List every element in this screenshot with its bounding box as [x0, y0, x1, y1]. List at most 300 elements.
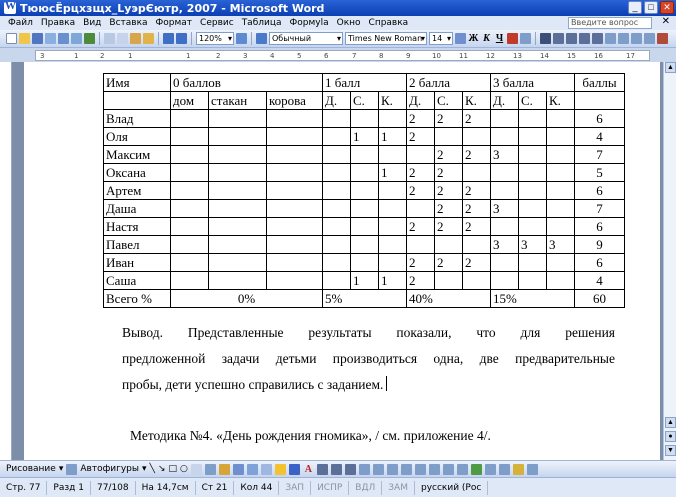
textbox-icon[interactable]: [191, 464, 202, 475]
status-position: На 14,7см: [136, 481, 196, 495]
score-cell: [463, 164, 491, 182]
score-cell: 2: [463, 182, 491, 200]
score-cell: [171, 218, 209, 236]
close-button[interactable]: ✕: [660, 1, 674, 14]
total-cell: 4: [575, 128, 625, 146]
score-cell: [171, 236, 209, 254]
total-cell: 6: [575, 254, 625, 272]
frame-icon[interactable]: [499, 464, 510, 475]
toolbar-separator: [99, 32, 100, 45]
score-cell: [323, 164, 351, 182]
numbering-icon[interactable]: [605, 33, 616, 44]
fill-color-icon[interactable]: [275, 464, 286, 475]
italic-button[interactable]: К: [483, 33, 490, 44]
student-name-cell: Настя: [104, 218, 171, 236]
score-cell: [351, 146, 379, 164]
ruler-tick: 8: [379, 52, 384, 60]
score-cell: [407, 200, 435, 218]
score-cell: [351, 218, 379, 236]
score-cell: [323, 272, 351, 290]
student-name-cell: Артем: [104, 182, 171, 200]
total-cell: 7: [575, 200, 625, 218]
score-cell: [547, 164, 575, 182]
score-cell: [171, 128, 209, 146]
score-cell: [379, 146, 407, 164]
score-cell: [323, 218, 351, 236]
highlight-icon[interactable]: [520, 33, 531, 44]
table-row: [104, 146, 625, 164]
score-cell: [547, 182, 575, 200]
footer-percent-1: 5%: [323, 290, 407, 308]
ruler-tick: 1: [128, 52, 133, 60]
score-cell: 2: [435, 110, 463, 128]
status-ovr[interactable]: ЗАМ: [382, 481, 415, 495]
select-browse-object-icon[interactable]: ●: [665, 431, 676, 442]
paragraph-line-last: [122, 372, 615, 398]
subheader-cell: стакан: [209, 92, 267, 110]
student-name-cell: Павел: [104, 236, 171, 254]
header-cell: баллы: [575, 74, 625, 92]
table-row: [104, 182, 625, 200]
score-cell: [491, 128, 519, 146]
score-cell: [547, 254, 575, 272]
score-cell: [323, 110, 351, 128]
line-spacing-icon[interactable]: [592, 33, 603, 44]
footer-label: Всего %: [104, 290, 171, 308]
table-row: [104, 218, 625, 236]
subheader-cell: С.: [519, 92, 547, 110]
line-color-icon[interactable]: [289, 464, 300, 475]
help-icon[interactable]: [236, 33, 247, 44]
score-cell: [519, 128, 547, 146]
table-row: [104, 164, 625, 182]
score-cell: 3: [491, 236, 519, 254]
score-cell: [209, 146, 267, 164]
bold-button[interactable]: Ж: [468, 33, 479, 44]
shadow-icon[interactable]: [359, 464, 370, 475]
align-center-icon[interactable]: [566, 33, 577, 44]
table-cell: [104, 92, 171, 110]
nudge-icon[interactable]: [457, 464, 468, 475]
score-cell: [323, 146, 351, 164]
score-cell: 2: [435, 182, 463, 200]
word-app-icon[interactable]: [4, 2, 16, 14]
scroll-up-icon[interactable]: ▲: [665, 62, 676, 73]
ruler-tick: 2: [100, 52, 105, 60]
spelling-icon[interactable]: [84, 33, 95, 44]
font-color-icon[interactable]: [507, 33, 518, 44]
paste-icon[interactable]: [130, 33, 141, 44]
ruler-tick: 5: [297, 52, 302, 60]
student-name-cell: Влад: [104, 110, 171, 128]
vertical-ruler[interactable]: [0, 62, 12, 460]
score-cell: [267, 200, 323, 218]
score-cell: [351, 236, 379, 254]
grow-font-icon[interactable]: [455, 33, 466, 44]
undo-icon[interactable]: [163, 33, 174, 44]
score-cell: [519, 182, 547, 200]
score-cell: [267, 272, 323, 290]
score-cell: [435, 236, 463, 254]
ruler-tick: 2: [216, 52, 221, 60]
score-cell: [519, 200, 547, 218]
score-cell: [351, 200, 379, 218]
score-cell: [171, 164, 209, 182]
table-row: [104, 254, 625, 272]
maximize-button[interactable]: □: [644, 1, 658, 14]
toolbar-separator: [191, 32, 192, 45]
score-cell: [491, 110, 519, 128]
bullets-icon[interactable]: [618, 33, 629, 44]
score-cell: 2: [407, 128, 435, 146]
score-cell: [209, 164, 267, 182]
score-cell: [209, 200, 267, 218]
chevron-down-icon[interactable]: ▾: [142, 464, 147, 474]
table-cell: [575, 92, 625, 110]
dash-style-icon[interactable]: [331, 464, 342, 475]
score-cell: [491, 254, 519, 272]
results-table[interactable]: [103, 73, 625, 308]
green-shape-icon[interactable]: [471, 464, 482, 475]
score-cell: [267, 110, 323, 128]
prev-page-icon[interactable]: ▲: [665, 417, 676, 428]
3d-icon[interactable]: [373, 464, 384, 475]
score-cell: [323, 182, 351, 200]
score-cell: 2: [407, 218, 435, 236]
score-cell: [491, 182, 519, 200]
rectangle-icon[interactable]: □: [168, 464, 178, 474]
ruler-tick: 9: [406, 52, 411, 60]
subheader-cell: С.: [351, 92, 379, 110]
formatting-toolbar: [0, 30, 676, 48]
status-section: Разд 1: [47, 481, 91, 495]
score-cell: [209, 128, 267, 146]
score-cell: [171, 110, 209, 128]
paragraph-line-text: пробы, дети успешно справились с заданием.: [122, 377, 384, 392]
score-cell: [209, 254, 267, 272]
score-cell: [463, 128, 491, 146]
arrow-style-icon[interactable]: [345, 464, 356, 475]
student-name-cell: Иван: [104, 254, 171, 272]
open-folder-icon[interactable]: [19, 33, 30, 44]
paragraph-line: предложенной задачи детьми производиться одна, две предварительные: [122, 351, 615, 366]
table-body: [104, 110, 625, 290]
cut-icon[interactable]: [104, 33, 115, 44]
menu-bar: [0, 16, 676, 30]
score-cell: 2: [435, 200, 463, 218]
font-select[interactable]: Times New Roman ▾: [345, 32, 427, 45]
score-cell: [491, 218, 519, 236]
style-select[interactable]: Обычный ▾: [269, 32, 343, 45]
score-cell: [209, 182, 267, 200]
score-cell: [379, 218, 407, 236]
table-row: [104, 200, 625, 218]
score-cell: 2: [463, 200, 491, 218]
footer-percent-2: 40%: [407, 290, 491, 308]
ruler-tick: 16: [594, 52, 603, 60]
score-cell: 2: [407, 272, 435, 290]
score-cell: 2: [407, 110, 435, 128]
rotate-icon[interactable]: [415, 464, 426, 475]
zoom-select[interactable]: 120% ▾: [196, 32, 234, 45]
score-cell: 2: [435, 146, 463, 164]
status-column: Кол 44: [234, 481, 279, 495]
score-cell: [351, 182, 379, 200]
align-left-icon[interactable]: [553, 33, 564, 44]
ruler-tick: 3: [40, 52, 45, 60]
score-cell: [547, 218, 575, 236]
score-cell: [267, 182, 323, 200]
score-cell: [547, 110, 575, 128]
score-cell: [547, 128, 575, 146]
score-cell: [351, 164, 379, 182]
subheader-cell: К.: [379, 92, 407, 110]
group-icon[interactable]: [401, 464, 412, 475]
arrow-icon[interactable]: ↘: [157, 464, 166, 474]
help-search-input[interactable]: Введите вопрос: [568, 17, 652, 29]
order-icon[interactable]: [429, 464, 440, 475]
oval-icon[interactable]: ○: [180, 464, 188, 474]
permission-icon[interactable]: [45, 33, 56, 44]
score-cell: [547, 272, 575, 290]
score-cell: 2: [463, 146, 491, 164]
ruler-tick: 1: [74, 52, 79, 60]
ruler-tick: 15: [567, 52, 576, 60]
more-icon[interactable]: [527, 464, 538, 475]
score-cell: [463, 272, 491, 290]
total-cell: 7: [575, 146, 625, 164]
footer-total: 60: [575, 290, 625, 308]
score-cell: [519, 218, 547, 236]
star-icon[interactable]: [513, 464, 524, 475]
header-cell: 2 балла: [407, 74, 491, 92]
score-cell: [519, 254, 547, 272]
score-cell: [323, 236, 351, 254]
score-cell: [491, 164, 519, 182]
vertical-textbox-icon[interactable]: [205, 464, 216, 475]
diagram-icon[interactable]: [233, 464, 244, 475]
increase-indent-icon[interactable]: [644, 33, 655, 44]
student-name-cell: Оксана: [104, 164, 171, 182]
status-rec[interactable]: ЗАП: [279, 481, 311, 495]
minimize-button[interactable]: _: [628, 1, 642, 14]
menu-edit[interactable]: Правка: [40, 18, 76, 28]
footer-percent-3: 15%: [491, 290, 575, 308]
score-cell: [407, 236, 435, 254]
select-objects-icon[interactable]: [66, 464, 77, 475]
score-cell: 2: [435, 218, 463, 236]
score-cell: [267, 146, 323, 164]
total-cell: 6: [575, 218, 625, 236]
wordart-icon[interactable]: [219, 464, 230, 475]
score-cell: [171, 272, 209, 290]
score-cell: 3: [491, 200, 519, 218]
toolbar-separator: [251, 32, 252, 45]
next-page-icon[interactable]: ▼: [665, 445, 676, 456]
line-icon[interactable]: ╲: [149, 464, 155, 474]
subheader-cell: К.: [463, 92, 491, 110]
score-cell: 3: [491, 146, 519, 164]
subheader-cell: корова: [267, 92, 323, 110]
score-cell: [267, 218, 323, 236]
score-cell: [209, 218, 267, 236]
table-row: [104, 272, 625, 290]
ruler-tick: 7: [352, 52, 357, 60]
status-trk[interactable]: ИСПР: [311, 481, 349, 495]
subheader-cell: К.: [547, 92, 575, 110]
footer-percent-0: 0%: [171, 290, 323, 308]
table-row: [104, 128, 625, 146]
status-line: Ст 21: [196, 481, 235, 495]
score-cell: 2: [435, 254, 463, 272]
score-cell: [267, 236, 323, 254]
new-document-icon[interactable]: [6, 33, 17, 44]
vertical-scrollbar[interactable]: [663, 62, 676, 460]
table-row: [104, 236, 625, 254]
autoshapes-menu[interactable]: Автофигуры: [80, 464, 139, 474]
align-icon[interactable]: [387, 464, 398, 475]
table-icon[interactable]: [485, 464, 496, 475]
status-page: Стр. 77: [0, 481, 47, 495]
ruler-tick: 10: [432, 52, 441, 60]
horizontal-ruler[interactable]: [0, 49, 676, 62]
score-cell: 2: [407, 182, 435, 200]
justify-icon[interactable]: [540, 33, 551, 44]
menu-tools[interactable]: Сервис: [200, 18, 234, 28]
score-cell: [407, 146, 435, 164]
borders-icon[interactable]: [657, 33, 668, 44]
score-cell: [547, 146, 575, 164]
doc-close-icon[interactable]: ✕: [661, 16, 670, 27]
score-cell: [209, 272, 267, 290]
score-cell: 1: [379, 272, 407, 290]
subheader-cell: дом: [171, 92, 209, 110]
table-subheader-row: [104, 92, 625, 110]
font-color-a-icon[interactable]: A: [304, 463, 312, 475]
score-cell: 2: [407, 254, 435, 272]
score-cell: [323, 254, 351, 272]
score-cell: 1: [351, 128, 379, 146]
score-cell: [351, 110, 379, 128]
header-cell: Имя: [104, 74, 171, 92]
score-cell: [519, 110, 547, 128]
print-preview-icon[interactable]: [71, 33, 82, 44]
copy-icon[interactable]: [117, 33, 128, 44]
score-cell: [379, 182, 407, 200]
ruler-tick: 12: [486, 52, 495, 60]
score-cell: 2: [407, 164, 435, 182]
toolbar-separator: [535, 32, 536, 45]
score-cell: 2: [435, 164, 463, 182]
styles-icon[interactable]: [256, 33, 267, 44]
score-cell: [171, 146, 209, 164]
conclusion-paragraph[interactable]: [122, 320, 615, 398]
redo-icon[interactable]: [176, 33, 187, 44]
status-ext[interactable]: ВДЛ: [349, 481, 382, 495]
status-bar: [0, 477, 676, 497]
status-pages: 77/108: [91, 481, 136, 495]
menu-table[interactable]: Таблица: [241, 18, 282, 28]
score-cell: 3: [519, 236, 547, 254]
format-painter-icon[interactable]: [143, 33, 154, 44]
ruler-tick: 4: [270, 52, 275, 60]
ruler-tick: 13: [513, 52, 522, 60]
print-icon[interactable]: [58, 33, 69, 44]
menu-insert[interactable]: Вставка: [109, 18, 148, 28]
font-size-select[interactable]: 14 ▾: [429, 32, 453, 45]
score-cell: [547, 200, 575, 218]
save-icon[interactable]: [32, 33, 43, 44]
score-cell: [519, 146, 547, 164]
text-cursor: [386, 376, 387, 391]
subheader-cell: Д.: [407, 92, 435, 110]
header-cell: 0 баллов: [171, 74, 323, 92]
total-cell: 9: [575, 236, 625, 254]
table-row: [104, 110, 625, 128]
window-title: ТююсЁрцхзщх_LуэрЄютр, 2007 - Microsoft Word: [20, 1, 325, 15]
underline-button[interactable]: Ч: [495, 33, 504, 44]
ruler-strip: [35, 50, 650, 61]
align-right-icon[interactable]: [579, 33, 590, 44]
header-cell: 3 балла: [491, 74, 575, 92]
ruler-tick: 11: [459, 52, 468, 60]
subheader-cell: Д.: [323, 92, 351, 110]
score-cell: [519, 164, 547, 182]
menu-window[interactable]: Окно: [336, 18, 361, 28]
total-cell: 4: [575, 272, 625, 290]
score-cell: 1: [351, 272, 379, 290]
window-controls: [628, 1, 674, 14]
ruler-tick: 3: [243, 52, 248, 60]
score-cell: [491, 272, 519, 290]
score-cell: [209, 110, 267, 128]
score-cell: [267, 254, 323, 272]
ruler-tick: 1: [186, 52, 191, 60]
student-name-cell: Даша: [104, 200, 171, 218]
menu-format[interactable]: Формат: [155, 18, 193, 28]
paragraph-line: Вывод. Представленные результаты показали, что для решения: [122, 325, 615, 340]
student-name-cell: Оля: [104, 128, 171, 146]
chevron-down-icon[interactable]: ▾: [58, 464, 64, 474]
menu-formula[interactable]: Формуlа: [289, 18, 329, 28]
line-style-icon[interactable]: [317, 464, 328, 475]
menu-help[interactable]: Справка: [368, 18, 409, 28]
score-cell: 1: [379, 128, 407, 146]
student-name-cell: Максим: [104, 146, 171, 164]
clipart-icon[interactable]: [247, 464, 258, 475]
score-cell: [519, 272, 547, 290]
total-cell: 5: [575, 164, 625, 182]
status-language[interactable]: русский (Рос: [415, 481, 488, 495]
table-header-row: [104, 74, 625, 92]
score-cell: [379, 236, 407, 254]
score-cell: [171, 200, 209, 218]
score-cell: [323, 128, 351, 146]
score-cell: 2: [463, 254, 491, 272]
table-footer-row: [104, 290, 625, 308]
method-heading[interactable]: Методика №4. «День рождения гномика», / см. приложение 4/.: [130, 428, 491, 443]
score-cell: 3: [547, 236, 575, 254]
grid-icon[interactable]: [443, 464, 454, 475]
score-cell: [435, 128, 463, 146]
menu-file[interactable]: Файл: [8, 18, 33, 28]
score-cell: [379, 254, 407, 272]
menu-view[interactable]: Вид: [83, 18, 102, 28]
decrease-indent-icon[interactable]: [631, 33, 642, 44]
picture-icon[interactable]: [261, 464, 272, 475]
score-cell: 1: [379, 164, 407, 182]
draw-menu[interactable]: Рисование: [6, 464, 56, 474]
